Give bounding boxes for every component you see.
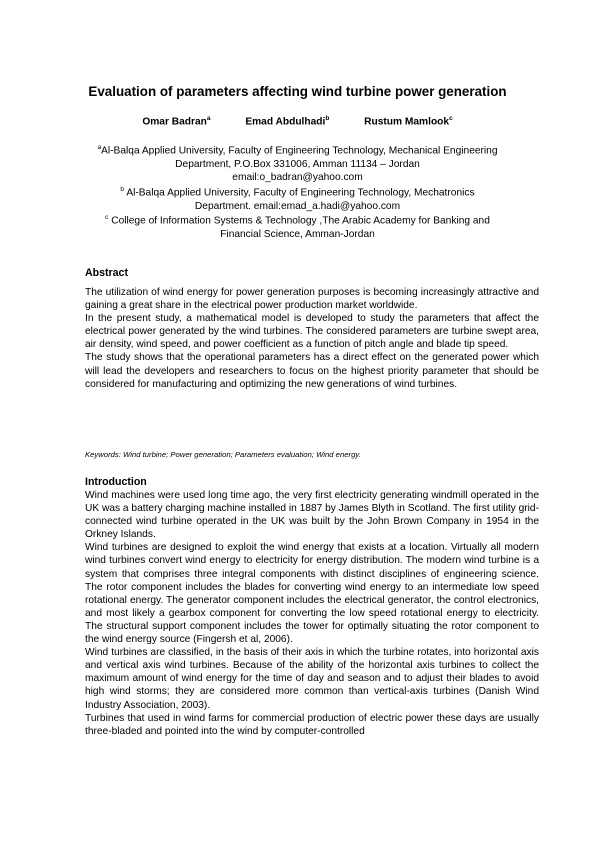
author-name: Omar Badran (142, 116, 207, 128)
author-affil-mark: c (449, 115, 453, 122)
affiliation-text: College of Information Systems & Technology ,The Arabic Academy for Banking and Financial Science, Amman-Jordan (111, 215, 490, 240)
author-name: Rustum Mamlook (364, 116, 450, 128)
introduction-paragraph: Wind turbines are designed to exploit the wind energy that exists at a location. Virtually all modern wind turbines convert wind energy to electricity for energy distribution. The modern wind turbine is a system that comprises three integral components with distinct disciplines of engineering science. The rotor component includes the blades for converting wind energy to an intermediate low speed rotational energy. The generator component includes the electrical generator, the control electronics, and most likely a gearbox component for converting the low speed rotational energy to electricity. The structural support component includes the tower for optimally situating the rotor component to the wind energy source (Fingersh et al, 2006). (85, 542, 539, 646)
affiliation-text: Al-Balqa Applied University, Faculty of Engineering Technology, Mechanical Engineering Department, P.O.Box 331006, Amman 11134 – Jordan (101, 145, 498, 170)
abstract-paragraph: The utilization of wind energy for power generation purposes is becoming increasingly attractive and gaining a great share in the electrical power production market worldwide. (85, 287, 539, 312)
introduction-paragraph: Wind turbines are classified, in the basis of their axis in which the turbine rotates, into horizontal axis and vertical axis wind turbines. Because of the ability of the horizontal axis turbines to collect the maximum amount of wind energy for the time of day and season and to adjust their blades to avoid high wind storms; they are considered more common than vertical-axis turbines (Danish Wind Industry Association, 2003). (85, 647, 539, 711)
introduction-paragraph: Wind machines were used long time ago, the very first electricity generating windmill operated in the UK was a battery charging machine installed in 1887 by James Blyth in Scotland. The first utility grid-connected wind turbine operated in the UK was built by the John Brown Company in 1954 in the Orkney Islands. (85, 490, 539, 541)
affiliation-text: Al-Balqa Applied University, Faculty of Engineering Technology, Mechatronics Department. email:emad_a.hadi@yahoo.com (126, 187, 475, 212)
introduction-body (85, 489, 539, 738)
author-mamlook (364, 115, 453, 127)
author-name: Emad Abdulhadi (245, 116, 326, 128)
keywords: Keywords: Wind turbine; Power generation; Parameters evaluation; Wind energy. (85, 450, 361, 459)
affiliation-mark: b (120, 186, 125, 193)
introduction-heading: Introduction (85, 476, 147, 488)
affiliation-a (95, 141, 500, 185)
author-abdulhadi (245, 115, 329, 127)
paper-title: Evaluation of parameters affecting wind turbine power generation (88, 84, 507, 99)
author-badran (142, 115, 210, 127)
author-affil-mark: b (325, 115, 330, 122)
affiliation-mark: c (105, 214, 109, 221)
affiliation-b (95, 183, 500, 213)
affiliation-email: email:o_badran@yahoo.com (232, 172, 363, 184)
affiliation-c (95, 211, 500, 241)
introduction-paragraph: Turbines that used in wind farms for commercial production of electric power these days are usually three-bladed and pointed into the wind by computer-controlled (85, 712, 539, 737)
author-affil-mark: a (206, 115, 211, 122)
abstract-paragraph: In the present study, a mathematical model is developed to study the parameters that affect the electrical power generated by the wind turbines. The considered parameters are turbine swept area, air density, wind speed, and power coefficient as a function of pitch angle and blade tip speed. (85, 313, 539, 351)
affiliation-mark: a (97, 144, 102, 151)
abstract-heading: Abstract (85, 267, 128, 279)
author-list (0, 115, 595, 127)
abstract-paragraph: The study shows that the operational parameters has a direct effect on the generated power which will lead the developers and researchers to focus on the highest priority parameter that should be considered for manufacturing and optimizing the new generations of wind turbines. (85, 352, 539, 390)
abstract-body (85, 286, 539, 391)
